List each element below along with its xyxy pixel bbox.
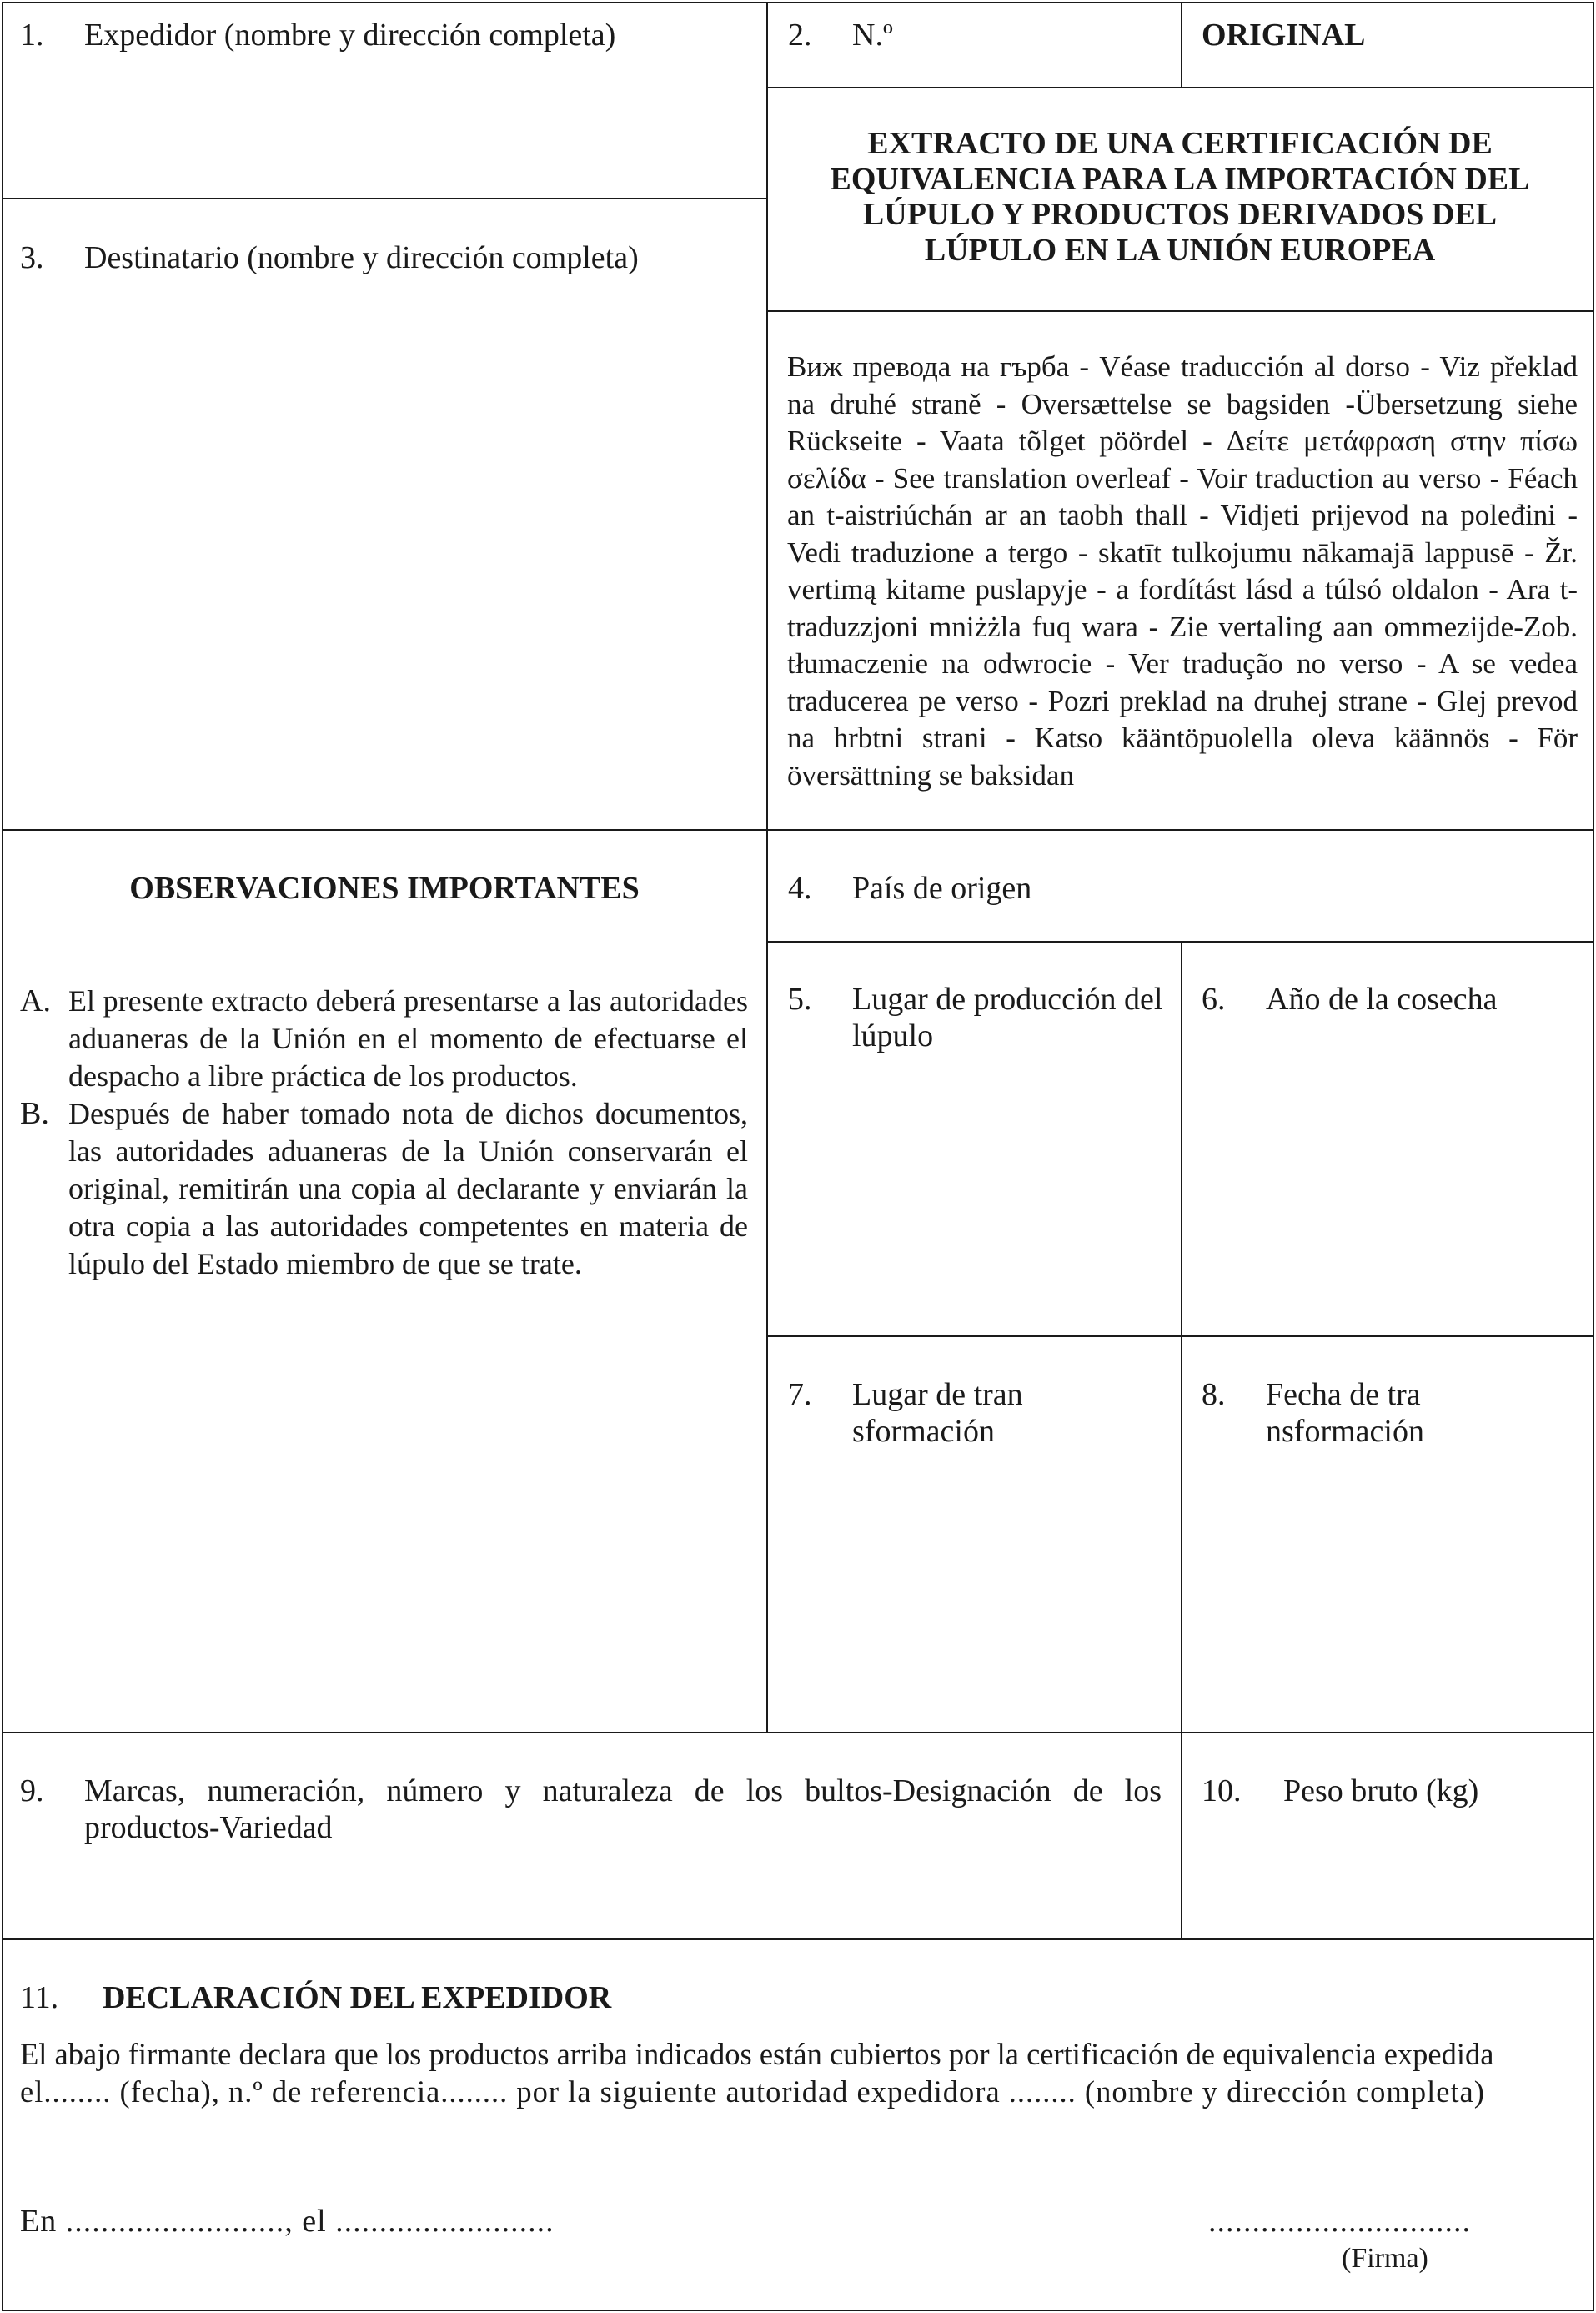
- box11-number: 11.: [20, 1980, 59, 2015]
- box3-label: Destinatario (nombre y dirección completa): [84, 240, 639, 275]
- box1-number: 1.: [20, 18, 44, 53]
- place-date-line: En ........................., el .........................: [20, 2204, 555, 2239]
- observation-a-text: El presente extracto deberá presentarse a las autoridades aduaneras de la Unión en el momento de efectuarse el despacho a libre práctica de los productos.: [68, 984, 748, 1093]
- observation-a-letter: A.: [20, 983, 51, 1018]
- divider: [2, 198, 767, 199]
- observations-title: OBSERVACIONES IMPORTANTES: [129, 871, 640, 906]
- original-marker: ORIGINAL: [1202, 18, 1366, 53]
- box10-number: 10.: [1202, 1773, 1242, 1808]
- divider: [2, 829, 1594, 831]
- signature-line: ..............................: [1208, 2204, 1471, 2239]
- divider: [766, 2, 768, 829]
- observation-b-text: Después de haber tomado nota de dichos documentos, las autoridades aduaneras de la Unión conservarán el original, remitirán una copia al declarante y enviarán la otra copia a las autoridades competentes en materia de lúpulo del Estado miembro de que se trate.: [68, 1097, 748, 1280]
- box2-number: 2.: [788, 18, 812, 53]
- box3-number: 3.: [20, 240, 44, 275]
- declaration-line-1: El abajo firmante declara que los productos arriba indicados están cubiertos por la certificación de equivalencia expedida: [20, 2037, 1494, 2071]
- box8-number: 8.: [1202, 1377, 1226, 1412]
- divider: [766, 829, 768, 1732]
- divider: [766, 310, 1594, 312]
- box5-label: Lugar de producción del lúpulo: [852, 982, 1163, 1053]
- divider: [766, 1335, 1594, 1337]
- divider: [1181, 1732, 1182, 1938]
- box2-label: N.º: [852, 18, 893, 53]
- signature-label: (Firma): [1342, 2243, 1428, 2274]
- observation-b-letter: B.: [20, 1096, 49, 1131]
- box6-number: 6.: [1202, 982, 1226, 1017]
- box7-label: Lugar de transformación: [852, 1377, 1023, 1449]
- divider: [766, 87, 1594, 88]
- box7-number: 7.: [788, 1377, 812, 1412]
- form-title: EXTRACTO DE UNA CERTIFICACIÓN DE EQUIVALENCIA PARA LA IMPORTACIÓN DEL LÚPULO Y PRODUCTOS DERIVADOS DEL LÚPULO EN LA UNIÓN EUROPEA: [830, 126, 1530, 268]
- box11-title: DECLARACIÓN DEL EXPEDIDOR: [103, 1980, 612, 2015]
- declaration-line-2: el........ (fecha), n.º de referencia........ por la siguiente autoridad expedidora ........ (nombre y dirección completa): [20, 2074, 1485, 2109]
- box9-number: 9.: [20, 1773, 44, 1808]
- box5-number: 5.: [788, 982, 812, 1017]
- box10-label: Peso bruto (kg): [1283, 1773, 1479, 1808]
- box4-label: País de origen: [852, 871, 1032, 906]
- box1-label: Expedidor (nombre y dirección completa): [84, 18, 616, 53]
- box4-number: 4.: [788, 871, 812, 906]
- box9-label: Marcas, numeración, número y naturaleza de los bultos-Designación de los productos-Variedad: [84, 1773, 1162, 1845]
- box6-label: Año de la cosecha: [1266, 982, 1498, 1017]
- translations-note: Виж превода на гърба - Véase traducción al dorso - Viz překlad na druhé straně - Oversættelse se bagsiden -Übersetzung siehe Rückseite - Vaata tõlget pöördel - Δείτε μετάφραση στην πίσω σελίδα - See translation overleaf - Voir traduction au verso - Féach an t-aistriúchán ar an taobh thall - Vidjeti prijevod na poleđini - Vedi traduzione a tergo - skatīt tulkojumu nākamajā lappusē - Žr. vertimą kitame puslapyje - a fordítást lásd a túlsó oldalon - Ara t-traduzzjoni mniżżla fuq wara - Zie vertaling aan ommezijde-Zob. tłumaczenie na odwrocie - Ver tradução no verso - A se vedea traducerea pe verso - Pozri preklad na druhej strane - Glej prevod na hrbtni strani - Katso kääntöpuolella oleva käännös - För översättning se baksidan: [787, 350, 1578, 792]
- divider: [2, 1732, 1594, 1733]
- box8-label: Fecha de transformación: [1266, 1377, 1424, 1449]
- divider: [1181, 2, 1182, 88]
- divider: [2, 1938, 1594, 1940]
